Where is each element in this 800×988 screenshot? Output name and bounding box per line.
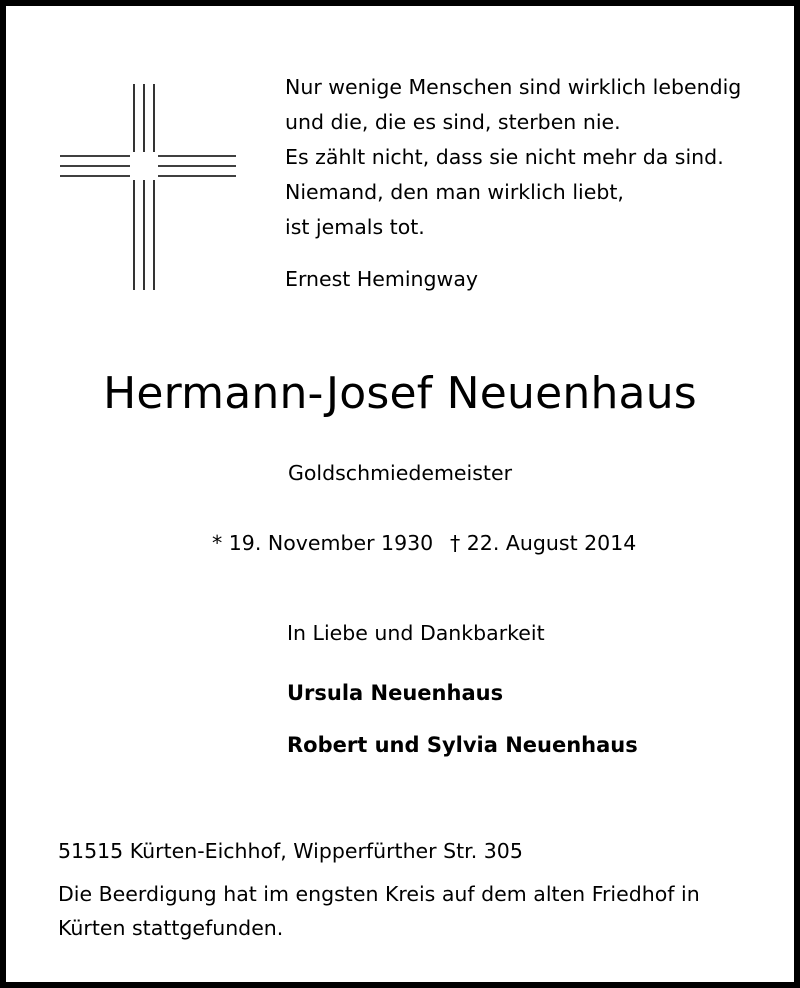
quote-line: Niemand, den man wirklich liebt,: [285, 180, 624, 204]
quote-line: Es zählt nicht, dass sie nicht mehr da sind.: [285, 145, 724, 169]
quote-line: ist jemals tot.: [285, 215, 425, 239]
birth-date: * 19. November 1930: [212, 531, 434, 555]
mourner-name: Robert und Sylvia Neuenhaus: [287, 733, 638, 757]
quote-line: Nur wenige Menschen sind wirklich lebendig: [285, 75, 742, 99]
mourners-intro: In Liebe und Dankbarkeit: [287, 621, 545, 645]
deceased-title: Goldschmiedemeister: [287, 461, 513, 485]
burial-note-line: Die Beerdigung hat im engsten Kreis auf dem alten Friedhof in: [58, 882, 700, 906]
burial-note-line: Kürten stattgefunden.: [58, 916, 284, 940]
death-date: † 22. August 2014: [450, 531, 637, 555]
deceased-name: Hermann-Josef Neuenhaus: [103, 368, 697, 419]
cross-icon: [58, 82, 238, 292]
mourner-name: Ursula Neuenhaus: [287, 681, 504, 705]
address: 51515 Kürten-Eichhof, Wipperfürther Str. 305: [58, 839, 523, 863]
quote-author: Ernest Hemingway: [285, 267, 479, 291]
burial-note: [58, 877, 778, 945]
quote: [285, 70, 785, 245]
quote-line: und die, die es sind, sterben nie.: [285, 110, 621, 134]
